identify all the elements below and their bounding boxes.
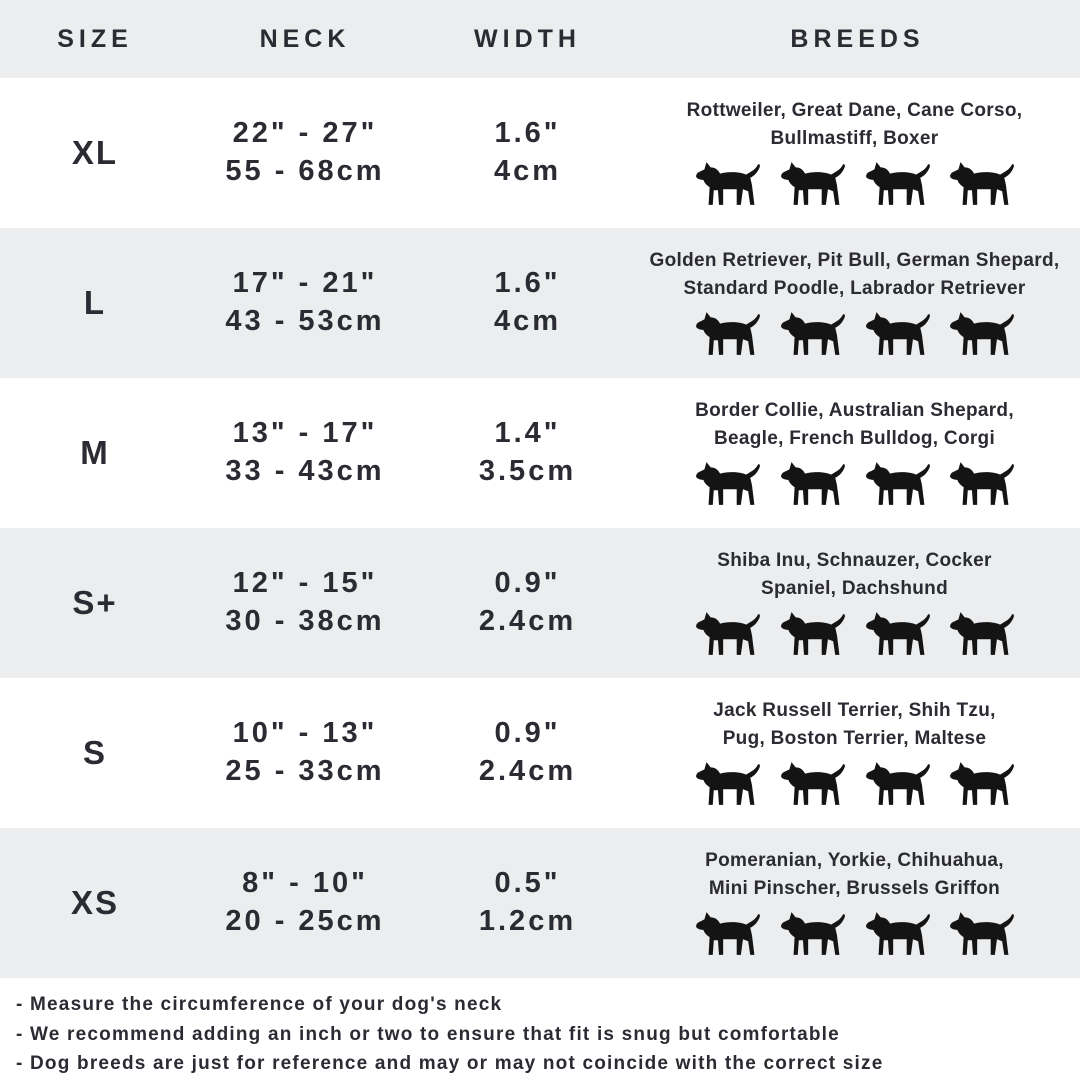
width-inches: 1.4" bbox=[494, 417, 561, 450]
breeds-cell bbox=[635, 697, 1080, 809]
table-row-l bbox=[0, 228, 1080, 378]
neck-range-cm: 43 - 53cm bbox=[225, 305, 385, 337]
width-cm: 1.2cm bbox=[478, 905, 577, 937]
width-inches: 0.5" bbox=[494, 867, 561, 900]
width-value bbox=[420, 415, 635, 490]
breeds-list: Pomeranian, Yorkie, Chihuahua, Mini Pinscher, Brussels Griffon bbox=[705, 849, 1004, 899]
beagle-icon bbox=[779, 459, 846, 509]
breeds-cell bbox=[635, 247, 1080, 359]
size-label: XL bbox=[71, 134, 119, 171]
neck-range bbox=[190, 865, 420, 940]
breeds-list: Border Collie, Australian Shepard, Beagle, French Bulldog, Corgi bbox=[695, 399, 1014, 449]
dog-silhouettes bbox=[694, 909, 1015, 959]
note-measure-neck: - Measure the circumference of your dog's neck bbox=[16, 994, 503, 1015]
width-value bbox=[420, 865, 635, 940]
rottweiler-icon bbox=[694, 159, 761, 209]
neck-range-inches: 12" - 15" bbox=[232, 567, 378, 600]
neck-range bbox=[190, 115, 420, 190]
column-header-width: WIDTH bbox=[474, 24, 581, 53]
column-header-breeds: BREEDS bbox=[790, 24, 925, 53]
width-value bbox=[420, 565, 635, 640]
breeds-list: Jack Russell Terrier, Shih Tzu, Pug, Boston Terrier, Maltese bbox=[713, 699, 996, 749]
neck-range-cm: 55 - 68cm bbox=[225, 155, 385, 187]
dog-silhouettes bbox=[694, 159, 1015, 209]
corgi-icon bbox=[948, 459, 1015, 509]
yorkie-icon bbox=[779, 909, 846, 959]
pug-icon bbox=[864, 759, 931, 809]
neck-range-inches: 8" - 10" bbox=[242, 867, 368, 900]
pit-bull-icon bbox=[779, 309, 846, 359]
width-inches: 0.9" bbox=[494, 717, 561, 750]
width-inches: 1.6" bbox=[494, 117, 561, 150]
shiba-inu-icon bbox=[694, 609, 761, 659]
neck-range-cm: 30 - 38cm bbox=[225, 605, 385, 637]
great-dane-icon bbox=[779, 159, 846, 209]
breeds-cell bbox=[635, 847, 1080, 959]
shih-tzu-icon bbox=[779, 759, 846, 809]
table-row-xl bbox=[0, 78, 1080, 228]
neck-range-inches: 22" - 27" bbox=[232, 117, 378, 150]
column-header-size: SIZE bbox=[57, 24, 133, 53]
width-cm: 2.4cm bbox=[478, 605, 577, 637]
table-row-xs bbox=[0, 828, 1080, 978]
width-value bbox=[420, 265, 635, 340]
breeds-cell bbox=[635, 97, 1080, 209]
chihuahua-icon bbox=[864, 909, 931, 959]
neck-range bbox=[190, 415, 420, 490]
table-row-s bbox=[0, 678, 1080, 828]
table-row-s-plus bbox=[0, 528, 1080, 678]
width-cm: 4cm bbox=[493, 305, 562, 337]
dog-silhouettes bbox=[694, 759, 1015, 809]
neck-range-cm: 33 - 43cm bbox=[225, 455, 385, 487]
golden-retriever-icon bbox=[694, 309, 761, 359]
note-add-inch: - We recommend adding an inch or two to ensure that fit is snug but comfortable bbox=[16, 1023, 840, 1045]
dachshund-icon bbox=[948, 609, 1015, 659]
width-cm: 3.5cm bbox=[478, 455, 577, 487]
cane-corso-icon bbox=[864, 159, 931, 209]
mini-pinscher-icon bbox=[948, 909, 1015, 959]
width-value bbox=[420, 115, 635, 190]
neck-range-cm: 20 - 25cm bbox=[225, 905, 385, 937]
neck-range bbox=[190, 715, 420, 790]
size-label: S bbox=[82, 734, 107, 771]
pomeranian-icon bbox=[694, 909, 761, 959]
maltese-icon bbox=[948, 759, 1015, 809]
neck-range bbox=[190, 565, 420, 640]
width-inches: 0.9" bbox=[494, 567, 561, 600]
german-shepard-icon bbox=[948, 309, 1015, 359]
schnauzer-icon bbox=[779, 609, 846, 659]
neck-range bbox=[190, 265, 420, 340]
width-cm: 4cm bbox=[493, 155, 562, 187]
neck-range-inches: 17" - 21" bbox=[232, 267, 378, 300]
measurement-notes bbox=[0, 978, 1080, 1080]
size-label: S+ bbox=[72, 584, 118, 621]
australian-shepard-icon bbox=[694, 459, 761, 509]
width-value bbox=[420, 715, 635, 790]
jack-russell-terrier-icon bbox=[694, 759, 761, 809]
bullmastiff-icon bbox=[948, 159, 1015, 209]
cocker-spaniel-icon bbox=[864, 609, 931, 659]
neck-range-inches: 13" - 17" bbox=[232, 417, 378, 450]
column-header-neck: NECK bbox=[259, 24, 351, 53]
french-bulldog-icon bbox=[864, 459, 931, 509]
table-row-m bbox=[0, 378, 1080, 528]
size-label: L bbox=[83, 284, 107, 321]
width-cm: 2.4cm bbox=[478, 755, 577, 787]
breeds-cell bbox=[635, 547, 1080, 659]
neck-range-cm: 25 - 33cm bbox=[225, 755, 385, 787]
standard-poodle-icon bbox=[864, 309, 931, 359]
width-inches: 1.6" bbox=[494, 267, 561, 300]
neck-range-inches: 10" - 13" bbox=[232, 717, 378, 750]
note-breeds-reference: - Dog breeds are just for reference and may or may not coincide with the correct size bbox=[16, 1053, 884, 1075]
breeds-cell bbox=[635, 397, 1080, 509]
table-header bbox=[0, 0, 1080, 78]
size-label: XS bbox=[70, 884, 120, 921]
dog-silhouettes bbox=[694, 459, 1015, 509]
size-label: M bbox=[80, 434, 110, 471]
dog-silhouettes bbox=[694, 609, 1015, 659]
breeds-list: Golden Retriever, Pit Bull, German Shepard, Standard Poodle, Labrador Retriever bbox=[649, 249, 1060, 299]
breeds-list: Rottweiler, Great Dane, Cane Corso, Bullmastiff, Boxer bbox=[686, 99, 1023, 149]
breeds-list: Shiba Inu, Schnauzer, Cocker Spaniel, Dachshund bbox=[717, 549, 992, 599]
dog-silhouettes bbox=[694, 309, 1015, 359]
